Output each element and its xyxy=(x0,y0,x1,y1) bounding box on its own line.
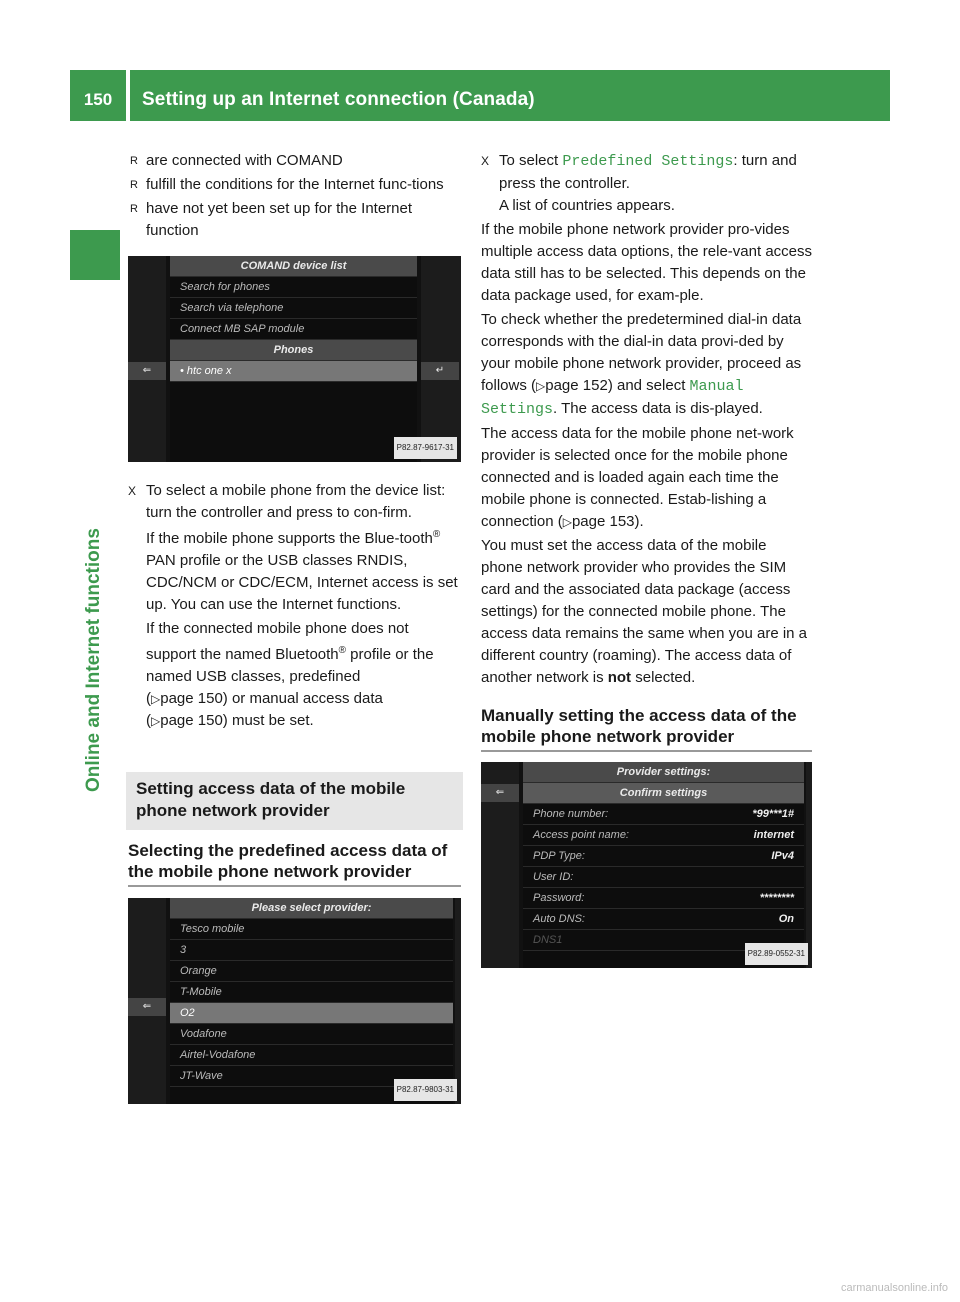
screen-row: JT-Wave xyxy=(170,1066,453,1087)
screen-row: Auto DNS: On xyxy=(523,909,804,930)
screenshot-provider-settings xyxy=(481,762,812,968)
right-column xyxy=(481,150,812,968)
screen-row: User ID: xyxy=(523,867,804,888)
bullet-icon: R xyxy=(130,203,138,215)
paragraph: To check whether the predetermined dial-in data corresponds with the dial-in data provi-ded by your mobile phone network provider, proceed as follows (▷page 152) and select Manual Settings. The access data is dis-played. xyxy=(481,311,802,418)
page-title: Setting up an Internet connection (Canada) xyxy=(142,89,535,110)
screenshot-device-list xyxy=(128,256,461,462)
screen-row: Airtel-Vodafone xyxy=(170,1045,453,1066)
header-divider xyxy=(126,70,130,121)
screen-row: Password: ******** xyxy=(523,888,804,909)
image-code: P82.89-0552-31 xyxy=(745,943,808,965)
enter-icon: ↵ xyxy=(421,362,459,380)
paragraph: You must set the access data of the mobile phone network provider who provides the SIM card and the associated data package (access settings) for the connected mobile phone. The access data remains the same when you are in a different country (roaming). The access data of another network is not selected. xyxy=(481,537,808,686)
page-number: 150 xyxy=(83,90,113,109)
step-icon: X xyxy=(481,154,490,168)
screenshot-provider-list xyxy=(128,898,461,1104)
screen-row: Orange xyxy=(170,961,453,982)
bullet-icon: R xyxy=(130,155,138,167)
step-detail: If the connected mobile phone does not support the named Bluetooth® profile or the named USB classes, predefined (▷page 150) or manual access data (▷page 150) must be set. xyxy=(146,620,434,729)
screen-row: PDP Type: IPv4 xyxy=(523,846,804,867)
screen-row: 3 xyxy=(170,940,453,961)
screen-row: O2 xyxy=(170,1003,453,1024)
back-icon: ⇐ xyxy=(128,362,166,380)
screen-row: COMAND device list xyxy=(170,256,417,277)
image-code: P82.87-9803-31 xyxy=(394,1079,457,1101)
list-item: R have not yet been set up for the Internet function xyxy=(130,200,413,239)
screen-row: Tesco mobile xyxy=(170,919,453,940)
paragraph: If the mobile phone network provider pro-vides multiple access data options, the rele-vant access data still has to be selected. This depends on the data package used, for exam-ple. xyxy=(481,221,813,304)
page-ref-icon: ▷ xyxy=(151,692,161,706)
page-header xyxy=(70,70,890,121)
section-label: Online and Internet functions xyxy=(83,528,104,792)
list-item: R fulfill the conditions for the Internet func-tions xyxy=(128,174,461,196)
screen-row: Please select provider: xyxy=(170,898,453,919)
screen-row: Search for phones xyxy=(170,277,417,298)
screen-row: T-Mobile xyxy=(170,982,453,1003)
screen-row: Connect MB SAP module xyxy=(170,319,417,340)
list-item: R are connected with COMAND xyxy=(128,150,461,172)
menu-item-reference: Predefined Settings xyxy=(562,153,734,170)
screen-row: Vodafone xyxy=(170,1024,453,1045)
section-heading: Setting access data of the mobile phone network provider xyxy=(136,779,406,820)
instruction-step: X To select Predefined Settings: turn and press the controller. A list of countries appears. xyxy=(481,152,797,214)
screen-row: • htc one x xyxy=(170,361,417,382)
step-icon: X xyxy=(128,484,137,498)
paragraph: The access data for the mobile phone net-work provider is selected once for the mobile phone connected and is loaded again each time the mobile phone is connected. Estab-lishing a connection (▷page 153). xyxy=(481,425,794,530)
page-ref-icon: ▷ xyxy=(151,714,161,728)
screen-row: Phones xyxy=(170,340,417,361)
instruction-step: X To select a mobile phone from the device list: turn the controller and press to con-firm. xyxy=(128,482,446,521)
screen-row: DNS1 xyxy=(523,930,804,951)
screen-row: Access point name: internet xyxy=(523,825,804,846)
back-icon: ⇐ xyxy=(481,784,519,802)
image-code: P82.87-9617-31 xyxy=(394,437,457,459)
screen-row: Confirm settings xyxy=(523,783,804,804)
screen-row: Provider settings: xyxy=(523,762,804,783)
bullet-icon: R xyxy=(130,179,138,191)
page-ref-icon: ▷ xyxy=(536,379,546,393)
section-marker xyxy=(70,230,120,280)
menu-item-reference: Manual Settings xyxy=(481,378,744,418)
back-icon: ⇐ xyxy=(128,998,166,1016)
page-ref-icon: ▷ xyxy=(562,515,572,529)
screen-row: Phone number: *99***1# xyxy=(523,804,804,825)
step-detail: If the mobile phone supports the Blue-tooth® PAN profile or the USB classes RNDIS, CDC/NCM or CDC/ECM, Internet access is set up. You can use the Internet functions. xyxy=(146,529,458,613)
screen-row: Search via telephone xyxy=(170,298,417,319)
left-column xyxy=(128,150,461,1104)
section-heading-box xyxy=(126,772,463,830)
subsection-heading: Selecting the predefined access data of the mobile phone network provider xyxy=(128,841,448,881)
site-watermark: carmanualsonline.info xyxy=(840,1282,948,1294)
section-sidebar xyxy=(70,122,120,1132)
subsection-heading: Manually setting the access data of the mobile phone network provider xyxy=(481,706,797,746)
